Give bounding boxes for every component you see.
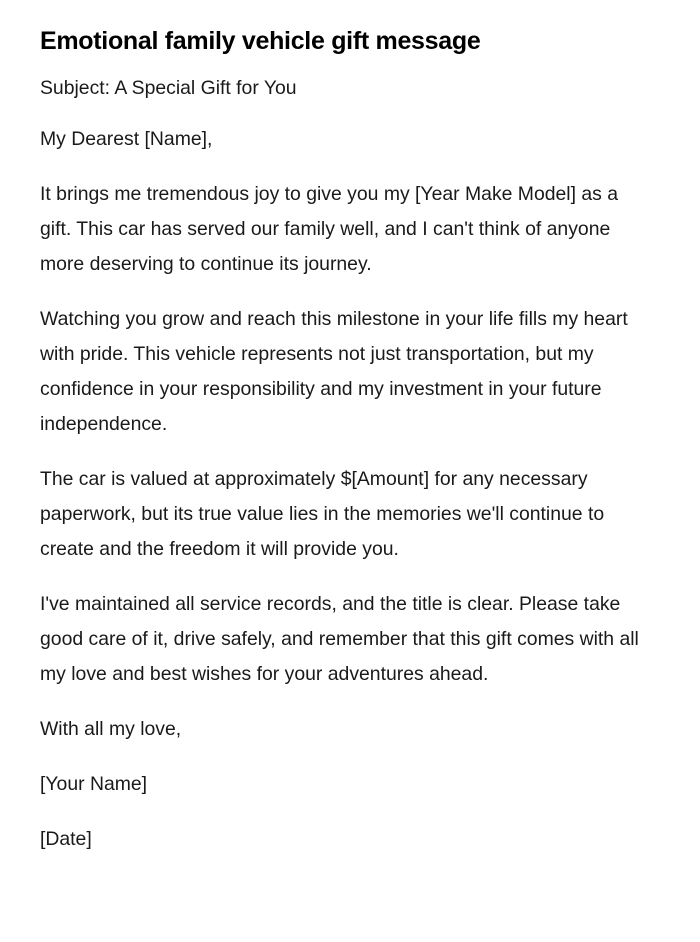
body-paragraph: The car is valued at approximately $[Amount] for any necessary paperwork, but its true value lies in the memories we'll continue to create and the freedom it will provide you. — [40, 468, 605, 560]
body-paragraph: It brings me tremendous joy to give you my [Year Make Model] as a gift. This car has served our family well, and I can't think of anyone more deserving to continue its journey. — [40, 183, 619, 275]
subject-line: Subject: A Special Gift for You — [40, 77, 297, 99]
document-title: Emotional family vehicle gift message — [40, 27, 481, 55]
body-paragraph: Watching you grow and reach this milestone in your life fills my heart with pride. This vehicle represents not just transportation, but my confidence in your responsibility and my investment in your future independence. — [40, 308, 628, 435]
signature-line: [Your Name] — [40, 773, 148, 795]
body-paragraph: I've maintained all service records, and the title is clear. Please take good care of it, drive safely, and remember that this gift comes with all my love and best wishes for your adventures ahead. — [40, 593, 639, 685]
greeting-line: My Dearest [Name], — [40, 128, 213, 150]
date-line: [Date] — [40, 828, 92, 850]
closing-line: With all my love, — [40, 718, 182, 740]
